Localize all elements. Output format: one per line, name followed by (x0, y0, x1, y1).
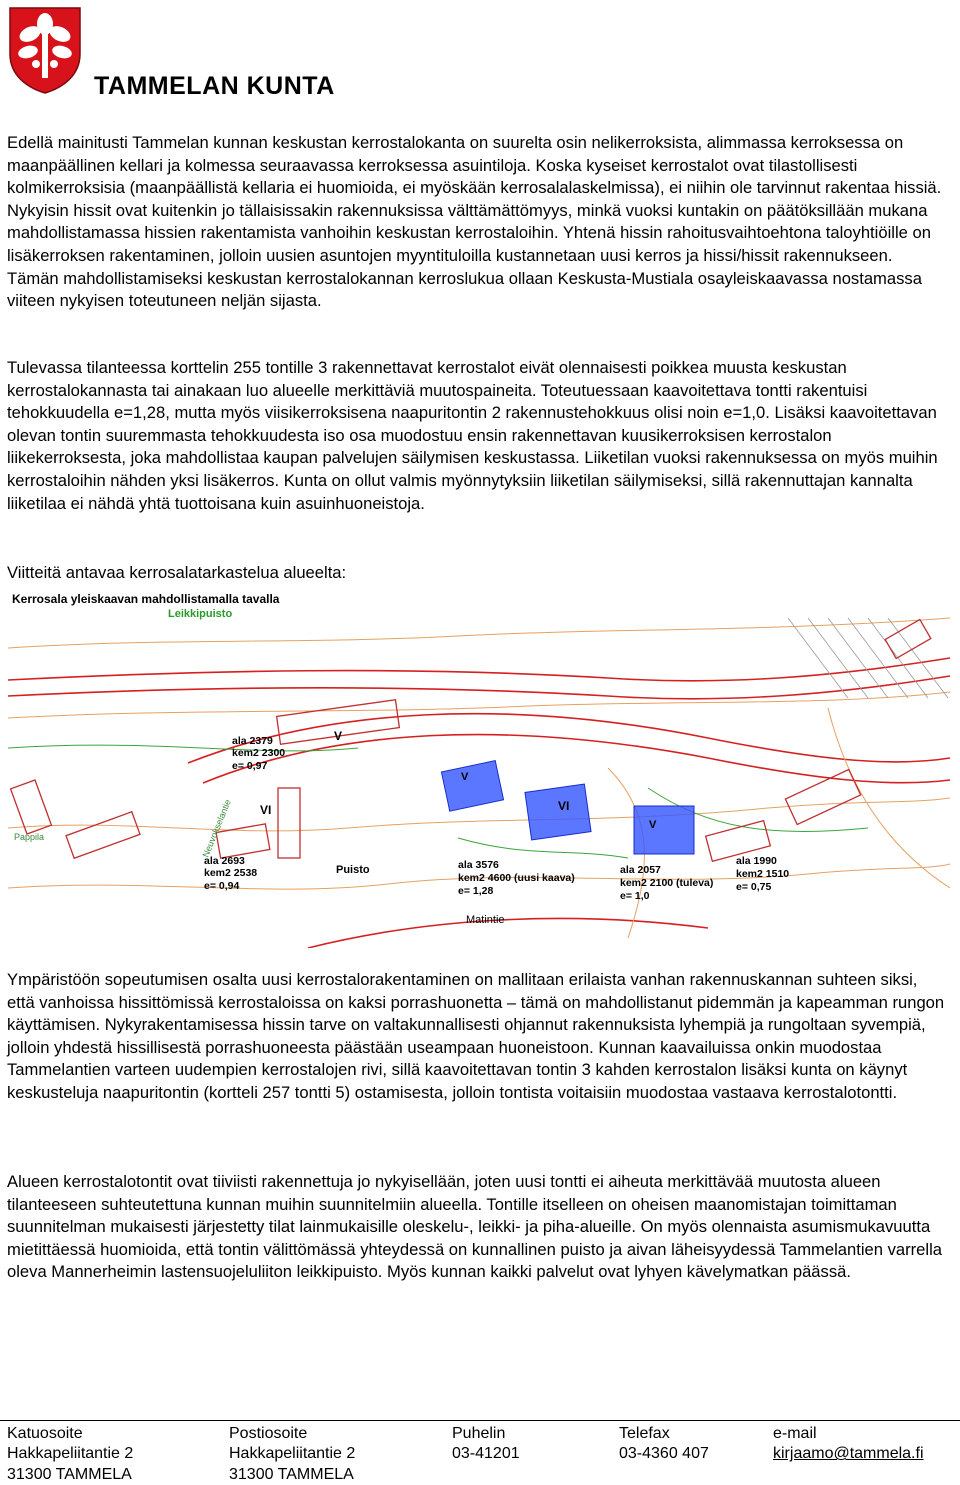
map-title: Kerrosala yleiskaavan mahdollistamalla tavalla (12, 592, 280, 606)
floor-mark: V (461, 771, 469, 783)
footer-label: Telefax (619, 1425, 670, 1442)
footer-phone (452, 1424, 520, 1465)
organization-name: TAMMELAN KUNTA (94, 72, 335, 100)
footer-street-address (7, 1424, 133, 1485)
lot-2-efficiency: e= 0,94 (204, 880, 240, 892)
floor-mark: V (334, 729, 343, 743)
lot-4-area: ala 2057 (620, 864, 661, 876)
lot-3-area: ala 3576 (458, 859, 499, 871)
map-intro-text: Viitteitä antavaa kerrosalatarkastelua alueelta: (7, 563, 347, 582)
footer-fax (619, 1424, 709, 1465)
lot-2-floor-area: kem2 2538 (204, 867, 258, 879)
footer-email (773, 1424, 924, 1465)
map-label-puisto: Puisto (336, 864, 370, 876)
lot-4-efficiency: e= 1,0 (620, 890, 650, 902)
lot-1-area: ala 2379 (232, 735, 273, 747)
footer-label: Postiosoite (229, 1425, 308, 1442)
body-paragraph-2: Tulevassa tilanteessa korttelin 255 tontille 3 rakennettavat kerrostalot eivät olennaisesti poikkea muusta keskustan kerrostalokannasta tai ainakaan luo alueelle merkittäviä muutospaineita. Toteutuessaan kaavoitettava tontti rakentuisi tehokkuudella e=1,28, mutta myös viisikerroksisena naapuritontin 2 rakennustehokkuus olisi noin e=1,0. Lisäksi kaavoitettavan olevan tontin suuremmasta tehokkuudesta iso osa muodostuu ensin rakennettavan kuusikerroksisen kerrostalon liikekerroksesta, joka mahdollistaa kaupan palvelujen säilymisen keskustassa. Liiketilan vuoksi rakennuksessa on myös muihin kerrostaloihin nähden yksi lisäkerros. Kunta on ollut valmis myönnytyksiin liiketilan säilymiseksi, sillä rakennuttajan kannalta liiketilaa ei nähdä yhtä tuottoisana kuin asuinhuoneistoja. (7, 358, 938, 513)
lot-3-efficiency: e= 1,28 (458, 885, 494, 897)
floor-mark: VI (260, 803, 272, 817)
map-label-neuvokselantie: Neuvokselantie (200, 797, 233, 859)
footer-value: Hakkapeliitantie 2 (229, 1445, 356, 1463)
contact-footer (0, 1420, 960, 1482)
lot-1-floor-area: kem2 2300 (232, 747, 286, 759)
body-paragraph-1: Edellä mainitusti Tammelan kunnan keskustan kerrostalokanta on suurelta osin nelikerroksista, alimmassa kerroksessa on maanpäällinen kellari ja kolmessa seuraavassa kerroksessa asuintiloja. Koska kyseiset kerrostalot ovat tilastollisesti kolmikerroksisia (maanpäällistä kellaria ei huomioida, ei myöskään kerrosalalaskelmissa), ei niihin ole tarvinnut rakentaa hissiä. Nykyisin hissit ovat kuitenkin jo tällaisissakin rakennuksissa välttämättömyys, minkä vuoksi kuntakin on päätöksillään mukana mahdollistamassa hissien rakentamista vanhoihin keskustan kerrostaloihin. Yhtenä hissin rahoitusvaihtoehtona taloyhtiöille on lisäkerroksen rakentaminen, jolloin uusien asuntojen myyntituloilla kustannetaan uusi kerros ja hissi/hissit rakennukseen. Tämän mahdollistamiseksi keskustan kerrostalokannan kerroslukua ollaan Keskusta-Mustiala osayleiskaavassa nostamassa viiteen nykyisen toteutuneen neljän sijasta. (7, 133, 942, 311)
body-paragraph-3: Ympäristöön sopeutumisen osalta uusi kerrostalorakentaminen on mallitaan erilaista vanhan rakennuskannan suhteen siksi, että vanhoissa hissittömissä kerrostaloissa on kaksi porrashuonetta – tämä on mahdollistanut pidemmän ja kapeamman rungon käyttämisen. Nykyrakentamisessa hissin tarve on valtakunnallisesti ohjannut rakennuksista lyhempiä ja rungoltaan syvempiä, jolloin yhdestä hissillisestä porrashuoneesta päästään useampaan huoneistoon. Kunnan kaavailuissa onkin muodostaa Tammelantien varteen uudempien kerrostalojen rivi, sillä kaavoitettavan tontin 3 kahden kerrostalon lisäksi kunta on käynyt keskusteluja naapuritontin (kortteli 257 tontti 5) ostamisesta, jolloin tontista voitaisiin muodostaa vastaava kerrostalotontti. (7, 970, 945, 1102)
footer-label: Puhelin (452, 1425, 506, 1442)
body-paragraph-4: Alueen kerrostalotontit ovat tiiviisti rakennettuja jo nykyisellään, joten uusi tontti ei aiheuta merkittävää muutosta alueen tilanteeseen suhteutettuna kunnan muihin suunnitelmiin alueella. Tontille itselleen on oheisen maanomistajan toimittaman suunnitelman mukaisesti järjestetty tilat lainmukaisille oleskelu-, leikki- ja piha-alueille. On myös olennaista asumismukavuutta mietittäessä huomioida, että tontin välittömässä yhteydessä on kunnallinen puisto ja aivan läheisyydessä Tammelantien varrella oleva Mannerheimin lastensuojeluliiton leikkipuisto. Myös kunnan kaikki palvelut ovat lyhyen kävelymatkan päässä. (7, 1172, 942, 1282)
lot-5-area: ala 1990 (736, 855, 777, 867)
lot-3-floor-area: kem2 4600 (uusi kaava) (458, 872, 575, 884)
floor-mark: V (649, 819, 657, 831)
footer-value: 31300 TAMMELA (229, 1465, 354, 1483)
footer-value: 03-4360 407 (619, 1445, 709, 1463)
footer-label: e-mail (773, 1425, 817, 1442)
lot-4-floor-area: kem2 2100 (tuleva) (620, 877, 714, 889)
lot-1-efficiency: e= 0,97 (232, 760, 268, 772)
email-link[interactable]: kirjaamo@tammela.fi (773, 1445, 924, 1463)
lot-2-area: ala 2693 (204, 855, 245, 867)
municipal-coat-of-arms-icon (6, 4, 84, 94)
lot-5-floor-area: kem2 1510 (736, 868, 790, 880)
lot-5-efficiency: e= 0,75 (736, 881, 772, 893)
footer-value: 03-41201 (452, 1445, 520, 1463)
map-label-pappila: Pappila (14, 832, 45, 842)
footer-value: Hakkapeliitantie 2 (7, 1445, 134, 1463)
footer-postal-address (229, 1424, 355, 1485)
zoning-map (8, 588, 950, 948)
footer-value: 31300 TAMMELA (7, 1465, 132, 1483)
map-label-leikkipuisto: Leikkipuisto (168, 608, 233, 620)
map-label-matintie: Matintie (466, 914, 505, 926)
footer-label: Katuosoite (7, 1425, 83, 1442)
floor-mark: VI (558, 799, 570, 813)
